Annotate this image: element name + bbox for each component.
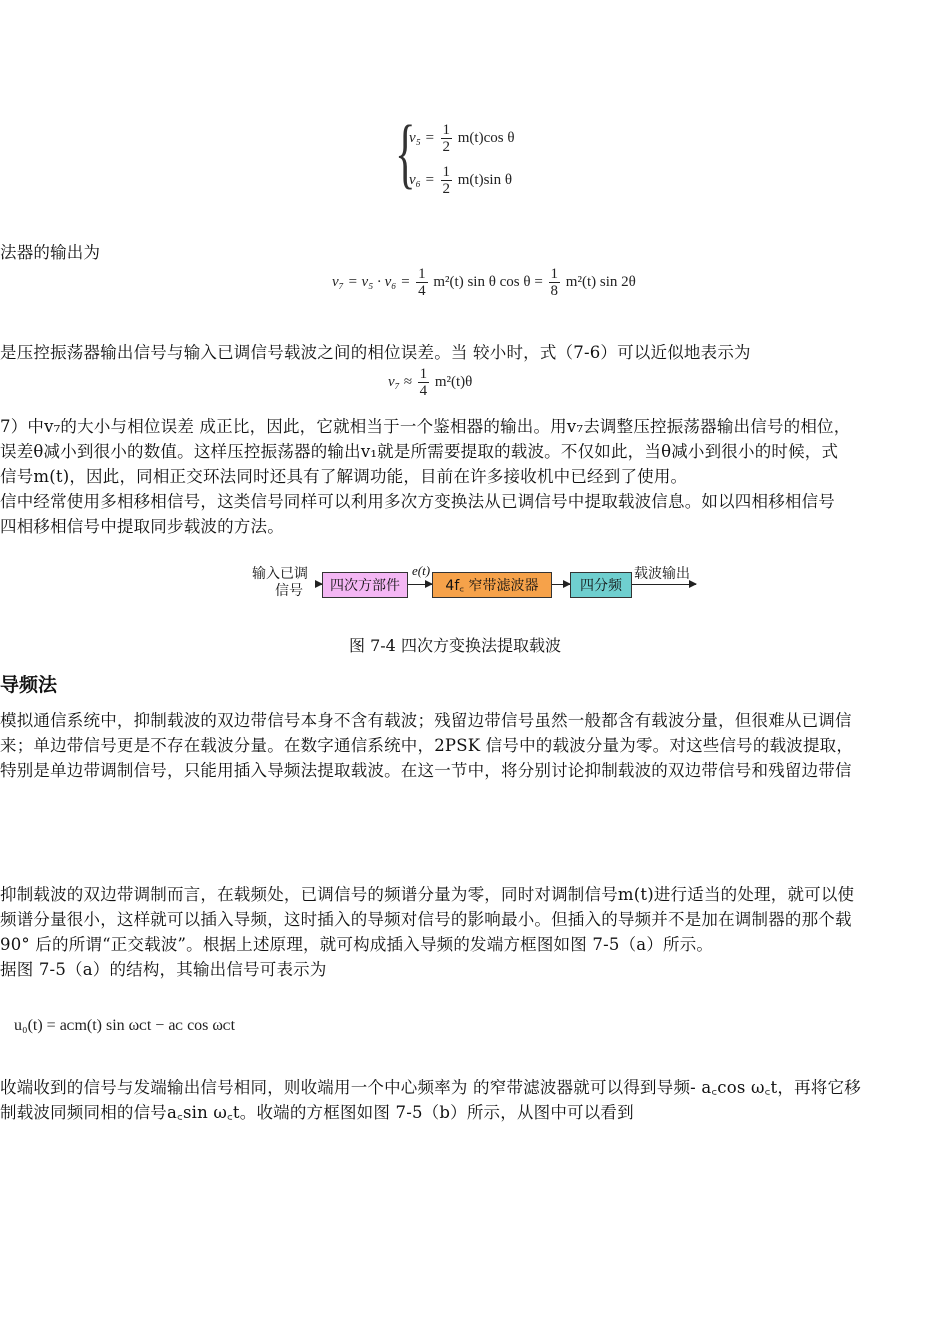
arrow (552, 584, 570, 585)
output-label: 载波输出 (634, 566, 690, 582)
fraction-numerator: 1 (442, 164, 450, 180)
paragraph: 收端收到的信号与发端输出信号相同，则收端用一个中心频率为 的窄带滤波器就可以得到导频- a꜀cos ω꜀t，再将它移 (0, 1078, 861, 1097)
brace-symbol: { (395, 109, 416, 196)
block-diagram (250, 562, 710, 612)
v5-rhs: m(t)cos θ (457, 129, 515, 146)
paragraph: 模拟通信系统中，抑制载波的双边带信号本身不含有载波；残留边带信号虽然一般都含有载波分量，但很难从已调信 (0, 711, 852, 730)
input-label (252, 566, 308, 600)
fraction-numerator: 1 (550, 266, 559, 282)
fraction-denominator: 2 (442, 181, 450, 197)
fourth-power-box: 四次方部件 (322, 572, 408, 598)
equation-v7 (332, 266, 636, 299)
arrow (632, 584, 696, 585)
fraction-numerator: 1 (442, 122, 450, 138)
equation-v6 (409, 164, 512, 197)
figure-caption: 图 7-4 四次方变换法提取载波 (349, 636, 561, 655)
fraction-quarter (416, 266, 428, 299)
divide-by-four-box: 四分频 (570, 572, 632, 598)
fraction-denominator: 8 (550, 283, 559, 299)
narrowband-filter-box: 4f꜀ 窄带滤波器 (432, 572, 552, 598)
paragraph: 法器的输出为 (0, 243, 101, 262)
paragraph: 7）中v₇的大小与相位误差 成正比，因此，它就相当于一个鉴相器的输出。用v₇去调整压控振荡器输出信号的相位， (0, 417, 851, 436)
v7-mid: m²(t) sin θ cos θ = (433, 273, 543, 290)
arrow (408, 584, 432, 585)
fraction-half (441, 164, 453, 197)
equation-v5 (409, 122, 515, 155)
v6-rhs: m(t)sin θ (457, 171, 513, 188)
v7-approx-end: m²(t)θ (434, 373, 473, 390)
paragraph: 误差θ减小到很小的数值。这样压控振荡器的输出v₁就是所需要提取的载波。不仅如此，当θ减小到很小的时候，式 (0, 442, 839, 461)
paragraph: 90° 后的所谓“正交载波”。根据上述原理，就可构成插入导频的发端方框图如图 7-5（a）所示。 (0, 935, 714, 954)
paragraph: 信中经常使用多相移相信号，这类信号同样可以利用多次方变换法从已调信号中提取载波信息。如以四相移相信号 (0, 492, 835, 511)
paragraph: 来；单边带信号更是不存在载波分量。在数字通信系统中，2PSK 信号中的载波分量为零。对这些信号的载波提取， (0, 736, 854, 755)
et-label: e(t) (412, 563, 431, 578)
v7-approx-lhs: v₇ ≈ (388, 373, 412, 390)
fraction-quarter (418, 366, 430, 399)
section-heading: 导频法 (0, 674, 58, 696)
paragraph: 据图 7-5（a）的结构，其输出信号可表示为 (0, 960, 327, 979)
fraction-denominator: 4 (419, 383, 428, 399)
input-label-line2: 信号 (275, 583, 303, 599)
fraction-eighth (549, 266, 561, 299)
paragraph: 是压控振荡器输出信号与输入已调信号载波之间的相位误差。当 较小时，式（7-6）可以近似地表示为 (0, 343, 751, 362)
input-label-line1: 输入已调 (252, 566, 308, 582)
paragraph: 制载波同频同相的信号a꜀sin ω꜀t。收端的方框图如图 7-5（b）所示，从图中可以看到 (0, 1103, 634, 1122)
fraction-numerator: 1 (418, 266, 426, 282)
v7-end: m²(t) sin 2θ (565, 273, 636, 290)
fraction-half (441, 122, 453, 155)
v6-lhs: v₆ = (409, 171, 435, 188)
equation-v7-approx (388, 366, 472, 399)
fraction-denominator: 4 (418, 283, 426, 299)
paragraph: 信号m(t)，因此，同相正交环法同时还具有了解调功能，目前在许多接收机中已经到了使用。 (0, 467, 688, 486)
v7-lhs: v₇ = v₅ · v₆ = (332, 273, 411, 290)
equation-u0: u₀(t) = aᴄm(t) sin ωᴄt − aᴄ cos ωᴄt (14, 1017, 236, 1034)
paragraph: 四相移相信号中提取同步载波的方法。 (0, 517, 284, 536)
paragraph: 抑制载波的双边带调制而言，在载频处，已调信号的频谱分量为零，同时对调制信号m(t)进行适当的处理，就可以使 (0, 885, 855, 904)
v5-lhs: v₅ = (409, 129, 435, 146)
fraction-numerator: 1 (419, 366, 428, 382)
paragraph: 特别是单边带调制信号，只能用插入导频法提取载波。在这一节中，将分别讨论抑制载波的双边带信号和残留边带信 (0, 761, 852, 780)
paragraph: 频谱分量很小，这样就可以插入导频，这时插入的导频对信号的影响最小。但插入的导频并不是加在调制器的那个载 (0, 910, 852, 929)
fraction-denominator: 2 (442, 139, 450, 155)
